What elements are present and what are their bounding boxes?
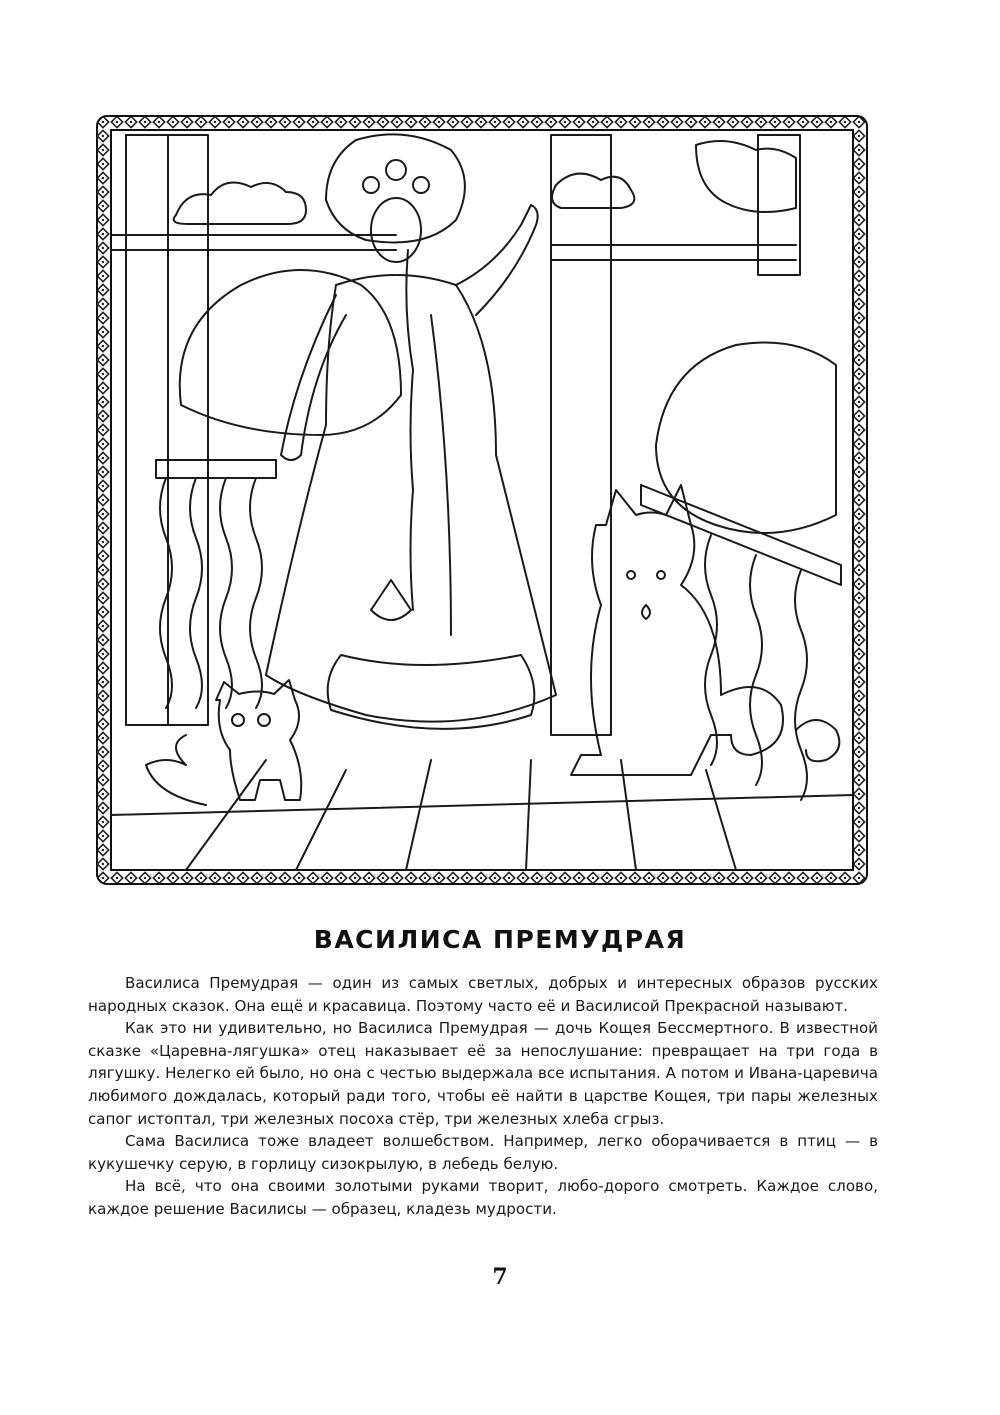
paragraph: Как это ни удивительно, но Василиса Премудрая — дочь Кощея Бессмертного. В известной сказке «Царевна-лягушка» отец наказывает её за непослушание: превращает на три года в лягушку. Нелегко ей было, но она с честью выдержала все испытания. А потом и Ивана-царевича любимого дождалась, который ради того, чтобы её найти в царстве Кощея, три пары железных сапог истоптал, три железных посоха стёр, три железных хлеба сгрыз. [88,1019,878,1128]
page-number: 7 [492,1264,508,1290]
paragraph: Василиса Премудрая — один из самых светлых, добрых и интересных образов русских народных сказок. Она ещё и красавица. Поэтому часто её и Василисой Прекрасной называют. [88,974,878,1015]
coloring-illustration [96,115,868,885]
picture-area [111,130,853,870]
illustration-frame [96,115,868,885]
paragraph: Сама Василиса тоже владеет волшебством. Например, легко оборачивается в птиц — в кукушечку серую, в горлицу сизокрылую, в лебедь белую. [88,1132,878,1173]
article-title: ВАСИЛИСА ПРЕМУДРАЯ [313,925,687,954]
article-body [88,972,878,1221]
paragraph: На всё, что она своими золотыми руками творит, любо-дорого смотреть. Каждое слово, каждое решение Василисы — образец, кладезь мудрости. [88,1177,878,1218]
